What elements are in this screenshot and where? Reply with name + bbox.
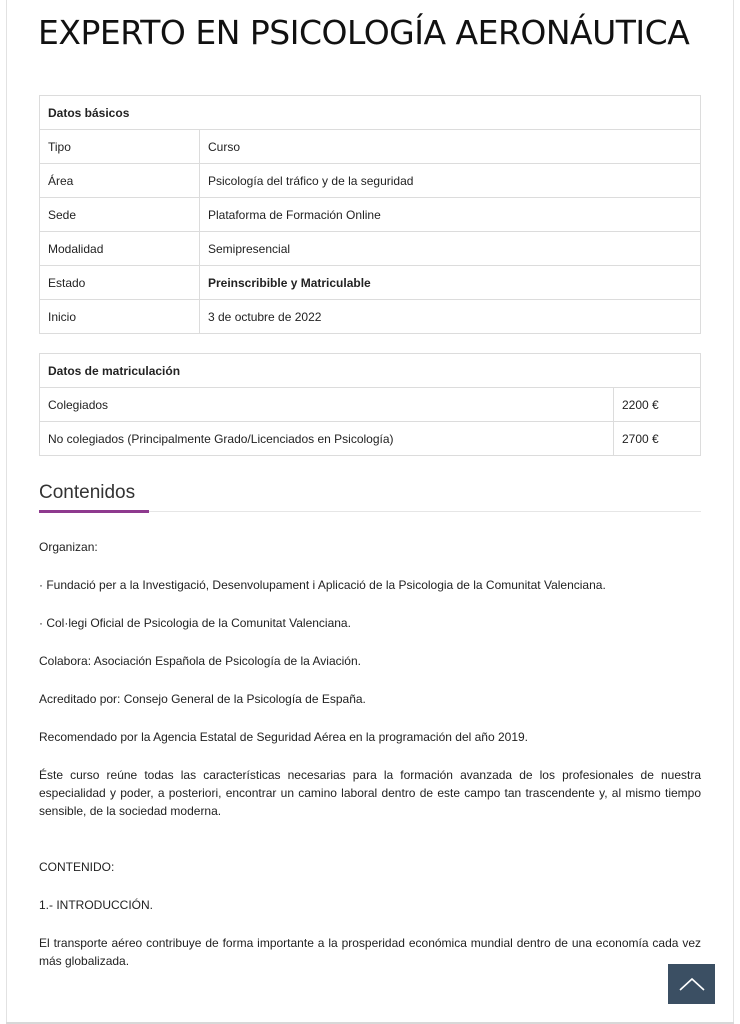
frame-right-border — [733, 0, 734, 1024]
row-label-sede: Sede — [40, 198, 200, 232]
contents-body — [39, 538, 701, 990]
row-label-tipo: Tipo — [40, 130, 200, 164]
frame-left-border — [6, 0, 7, 1024]
row-value-inicio: 3 de octubre de 2022 — [200, 300, 701, 334]
enrollment-header-row — [40, 354, 701, 388]
back-to-top-button[interactable] — [668, 964, 715, 1004]
paragraph-introduccion-text: El transporte aéreo contribuye de forma importante a la prosperidad económica mundial dentro de una economía cada vez más globalizada. — [39, 936, 701, 968]
contents-accent-underline — [39, 510, 149, 513]
row-value-tipo: Curso — [200, 130, 701, 164]
table-row — [40, 130, 701, 164]
row-value-sede: Plataforma de Formación Online — [200, 198, 701, 232]
enrollment-header: Datos de matriculación — [40, 354, 701, 388]
paragraph-organizan: Organizan: — [39, 540, 98, 554]
table-row — [40, 388, 701, 422]
paragraph-description: Éste curso reúne todas las características necesarias para la formación avanzada de los profesionales de nuestra especialidad y poder, a posteriori, encontrar un camino laboral dentro de este campo tan trascendente y, al mismo tiempo sensible, de la sociedad moderna. — [39, 768, 701, 818]
paragraph-acreditado: Acreditado por: Consejo General de la Psicología de España. — [39, 692, 366, 706]
basic-data-table — [39, 95, 701, 334]
enrollment-price-colegiados: 2200 € — [614, 388, 701, 422]
table-row — [40, 232, 701, 266]
table-row — [40, 164, 701, 198]
row-label-estado: Estado — [40, 266, 200, 300]
paragraph-recomendado: Recomendado por la Agencia Estatal de Seguridad Aérea en la programación del año 2019. — [39, 730, 529, 744]
paragraph-organizer-fundacio: · Fundació per a la Investigació, Desenvolupament i Aplicació de la Psicologia de la Comunitat Valenciana. — [39, 578, 606, 592]
row-label-modalidad: Modalidad — [40, 232, 200, 266]
table-row — [40, 266, 701, 300]
row-label-inicio: Inicio — [40, 300, 200, 334]
chevron-up-icon — [677, 974, 707, 994]
table-row — [40, 300, 701, 334]
basic-data-header-row — [40, 96, 701, 130]
contents-heading: Contenidos — [39, 482, 136, 503]
basic-data-header: Datos básicos — [40, 96, 701, 130]
row-value-area: Psicología del tráfico y de la seguridad — [200, 164, 701, 198]
enrollment-table — [39, 353, 701, 456]
row-value-estado: Preinscribible y Matriculable — [200, 266, 701, 300]
enrollment-price-no-colegiados: 2700 € — [614, 422, 701, 456]
paragraph-contenido-heading: CONTENIDO: — [39, 860, 115, 874]
paragraph-colabora: Colabora: Asociación Española de Psicología de la Aviación. — [39, 654, 361, 668]
enrollment-label-no-colegiados: No colegiados (Principalmente Grado/Licenciados en Psicología) — [40, 422, 614, 456]
table-row — [40, 422, 701, 456]
paragraph-introduccion-heading: 1.- INTRODUCCIÓN. — [39, 898, 153, 912]
table-row — [40, 198, 701, 232]
page-title: EXPERTO EN PSICOLOGÍA AERONÁUTICA — [38, 13, 690, 52]
paragraph-organizer-colegi: · Col·legi Oficial de Psicologia de la Comunitat Valenciana. — [39, 616, 351, 630]
enrollment-label-colegiados: Colegiados — [40, 388, 614, 422]
row-label-area: Área — [40, 164, 200, 198]
row-value-modalidad: Semipresencial — [200, 232, 701, 266]
